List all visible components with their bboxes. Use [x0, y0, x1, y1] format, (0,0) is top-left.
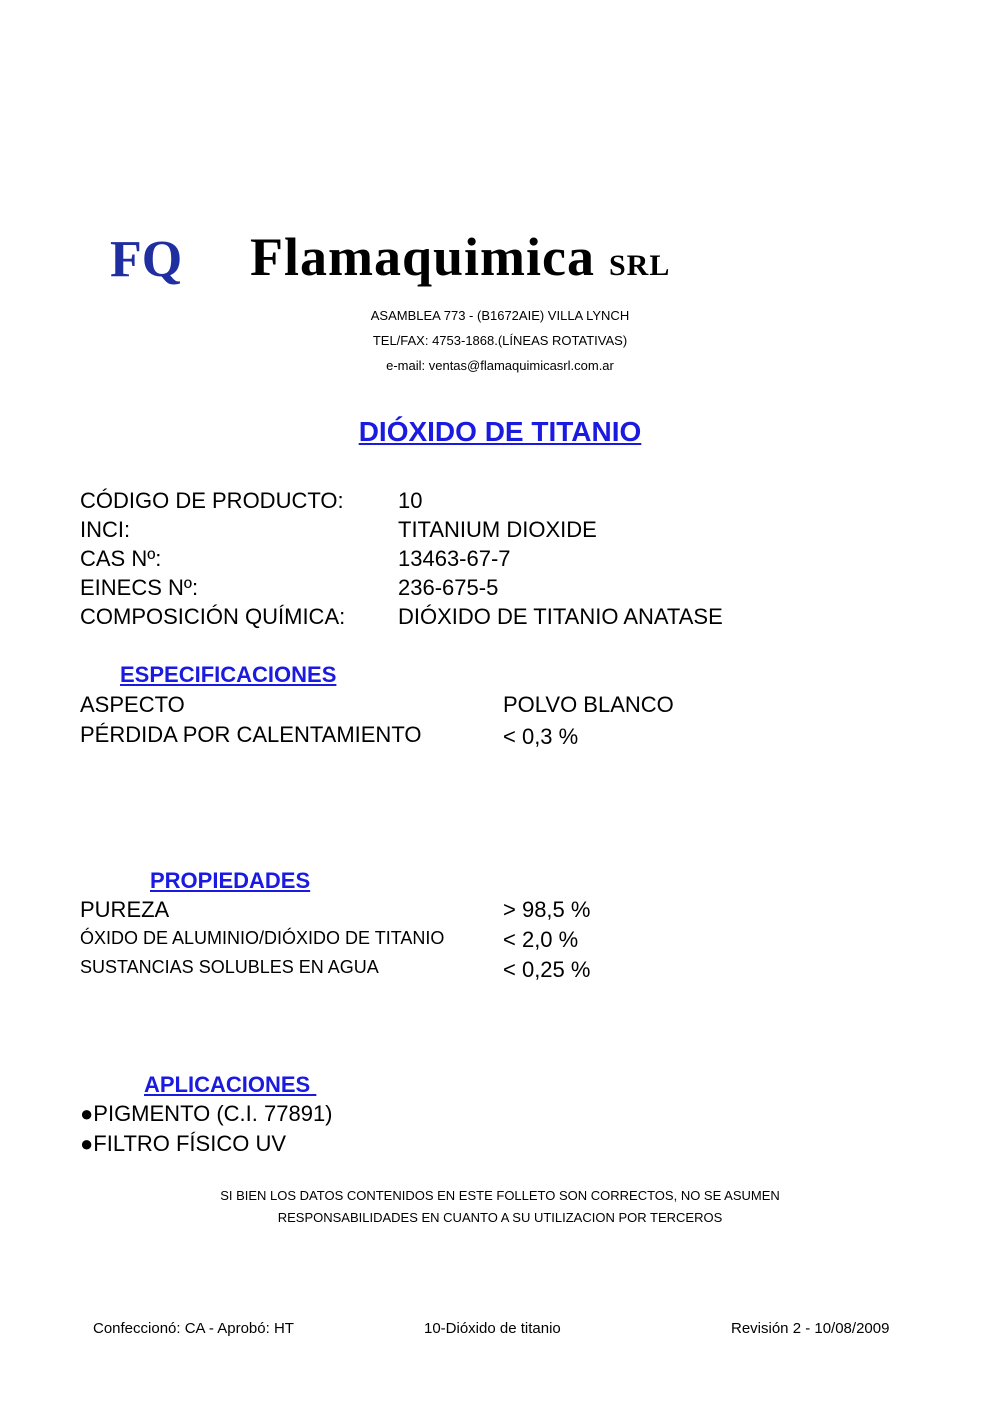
info-label-einecs: EINECS Nº: [80, 575, 199, 600]
logo-letter-f: FQ [110, 231, 183, 288]
info-label-inci: INCI: [80, 517, 131, 542]
info-value-einecs: 236-675-5 [398, 575, 499, 600]
section-heading-propiedades: PROPIEDADES [150, 868, 311, 893]
prop-label-sustancias: SUSTANCIAS SOLUBLES EN AGUA [80, 957, 379, 977]
spec-label-perdida: PÉRDIDA POR CALENTAMIENTO [80, 722, 422, 747]
application-item-filtro: ●FILTRO FÍSICO UV [80, 1131, 287, 1156]
brand-suffix: SRL [609, 249, 671, 282]
email-line: e-mail: ventas@flamaquimicasrl.com.ar [386, 358, 614, 373]
company-name [250, 226, 670, 288]
info-value-code: 10 [398, 488, 423, 513]
info-value-cas: 13463-67-7 [398, 546, 511, 571]
section-heading-especificaciones: ESPECIFICACIONES [120, 662, 337, 687]
phone-line: TEL/FAX: 4753-1868.(LÍNEAS ROTATIVAS) [372, 333, 628, 348]
info-label-code: CÓDIGO DE PRODUCTO: [80, 488, 344, 513]
info-value-composition: DIÓXIDO DE TITANIO ANATASE [398, 604, 723, 629]
info-value-inci: TITANIUM DIOXIDE [398, 517, 597, 542]
info-label-composition: COMPOSICIÓN QUÍMICA: [80, 604, 346, 629]
company-logo [108, 226, 208, 306]
spec-value-perdida: < 0,3 % [503, 724, 579, 749]
prop-value-oxido: < 2,0 % [503, 927, 579, 952]
footer-document-name: 10-Dióxido de titanio [424, 1320, 561, 1337]
document-title: DIÓXIDO DE TITANIO [358, 416, 642, 447]
disclaimer-line-1: SI BIEN LOS DATOS CONTENIDOS EN ESTE FOLLETO SON CORRECTOS, NO SE ASUMEN [220, 1188, 780, 1203]
prop-label-oxido: ÓXIDO DE ALUMINIO/DIÓXIDO DE TITANIO [80, 928, 445, 948]
prop-value-sustancias: < 0,25 % [503, 957, 591, 982]
info-label-cas: CAS Nº: [80, 546, 162, 571]
spec-label-aspecto: ASPECTO [80, 692, 185, 717]
prop-value-pureza: > 98,5 % [503, 897, 591, 922]
disclaimer-line-2: RESPONSABILIDADES EN CUANTO A SU UTILIZACION POR TERCEROS [277, 1210, 723, 1225]
address-line: ASAMBLEA 773 - (B1672AIE) VILLA LYNCH [370, 308, 630, 323]
spec-value-aspecto: POLVO BLANCO [503, 692, 674, 717]
brand-name: Flamaquimica [250, 227, 595, 287]
section-heading-aplicaciones: APLICACIONES [144, 1072, 317, 1097]
prop-label-pureza: PUREZA [80, 897, 170, 922]
footer-author: Confeccionó: CA - Aprobó: HT [93, 1320, 294, 1337]
application-item-pigmento: ●PIGMENTO (C.I. 77891) [80, 1101, 333, 1126]
footer-revision: Revisión 2 - 10/08/2009 [731, 1320, 890, 1337]
